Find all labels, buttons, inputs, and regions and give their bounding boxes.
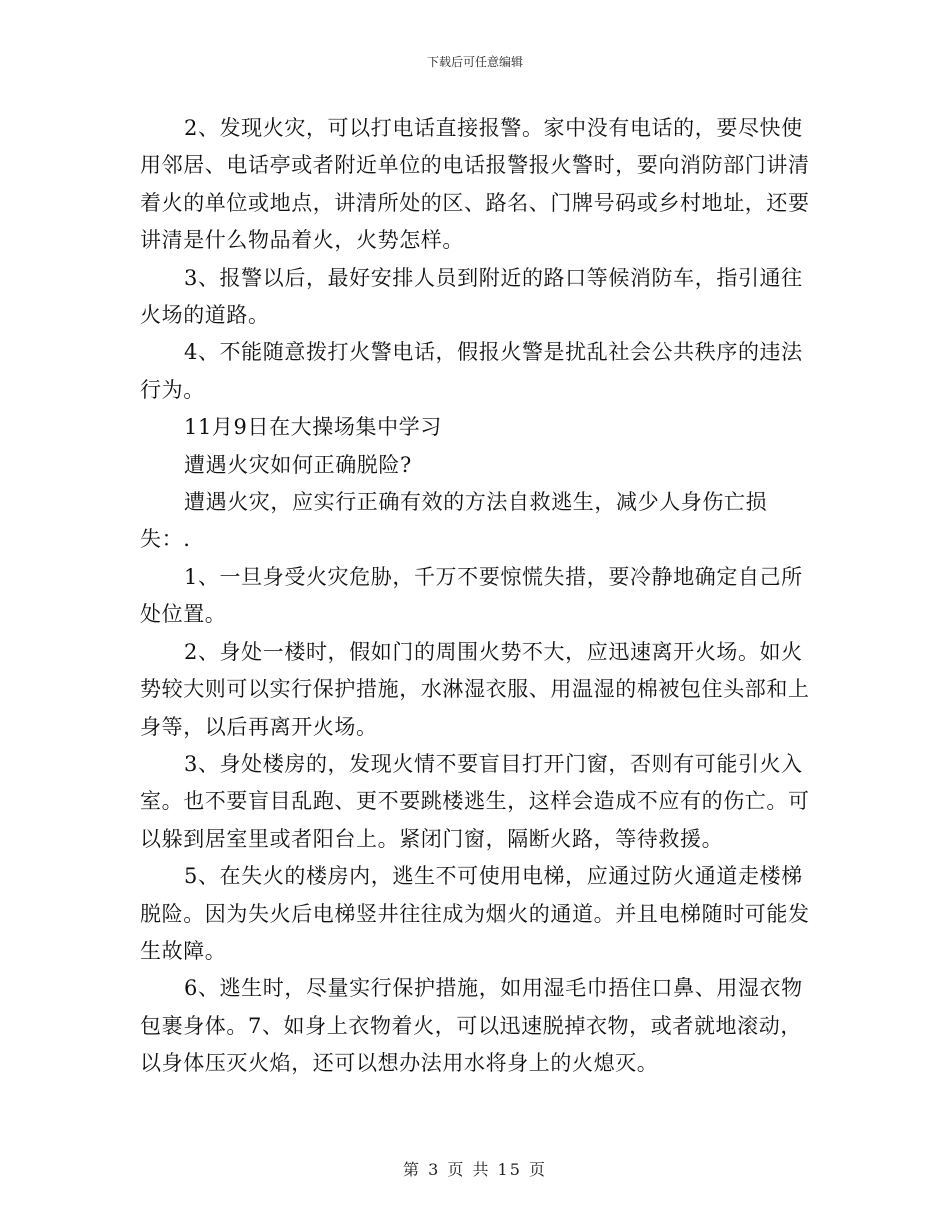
paragraph-intro: 遭遇火灾，应实行正确有效的方法自救逃生，减少人身伤亡损失：. (140, 490, 768, 552)
paragraph-upper-floor: 3、身处楼房的，发现火情不要盲目打开门窗，否则有可能引火入室。也不要盲目乱跑、更不要跳楼逃生，这样会造成不应有的伤亡。可以躲到居室里或者阳台上。紧闭门窗，隔断火路，等待救援。 (140, 751, 810, 851)
header-note: 下载后可任意编辑 (426, 55, 523, 69)
paragraph-study-date: 11月9日在大操场集中学习 (184, 415, 442, 440)
page-number: 第 3 页 共 15 页 (403, 1160, 547, 1179)
document-body (140, 110, 815, 1083)
paragraph-after-report: 3、报警以后，最好安排人员到附近的路口等候消防车，指引通往火场的道路。 (140, 265, 803, 328)
paragraph-report-fire: 2、发现火灾，可以打电话直接报警。家中没有电话的，要尽快使用邻居、电话亭或者附近单位的电话报警报火警时，要向消防部门讲清着火的单位或地点，讲清所处的区、路名、门牌号码或乡村地址，还要讲清是什么物品着火，火势怎样。 (140, 116, 810, 253)
paragraph-stay-calm: 1、一旦身受火灾危胁，千万不要惊慌失措，要冷静地确定自己所处位置。 (140, 564, 803, 627)
paragraph-no-elevator: 5、在失火的楼房内，逃生不可使用电梯，应通过防火通道走楼梯脱险。因为失火后电梯竖井往往成为烟火的通道。并且电梯随时可能发生故障。 (140, 864, 810, 963)
paragraph-no-false-alarm: 4、不能随意拨打火警电话，假报火警是扰乱社会公共秩序的违法行为。 (140, 340, 803, 402)
paragraph-section-title: 遭遇火灾如何正确脱险? (184, 452, 412, 477)
paragraph-protection: 6、逃生时，尽量实行保护措施，如用湿毛巾捂住口鼻、用湿衣物包裹身体。7、如身上衣物着火，可以迅速脱掉衣物，或者就地滚动，以身体压灭火焰，还可以想办法用水将身上的火熄灭。 (140, 976, 803, 1076)
paragraph-first-floor: 2、身处一楼时，假如门的周围火势不大，应迅速离开火场。如火势较大则可以实行保护措施，水淋湿衣服、用温湿的棉被包住头部和上身等，以后再离开火场。 (140, 639, 810, 739)
